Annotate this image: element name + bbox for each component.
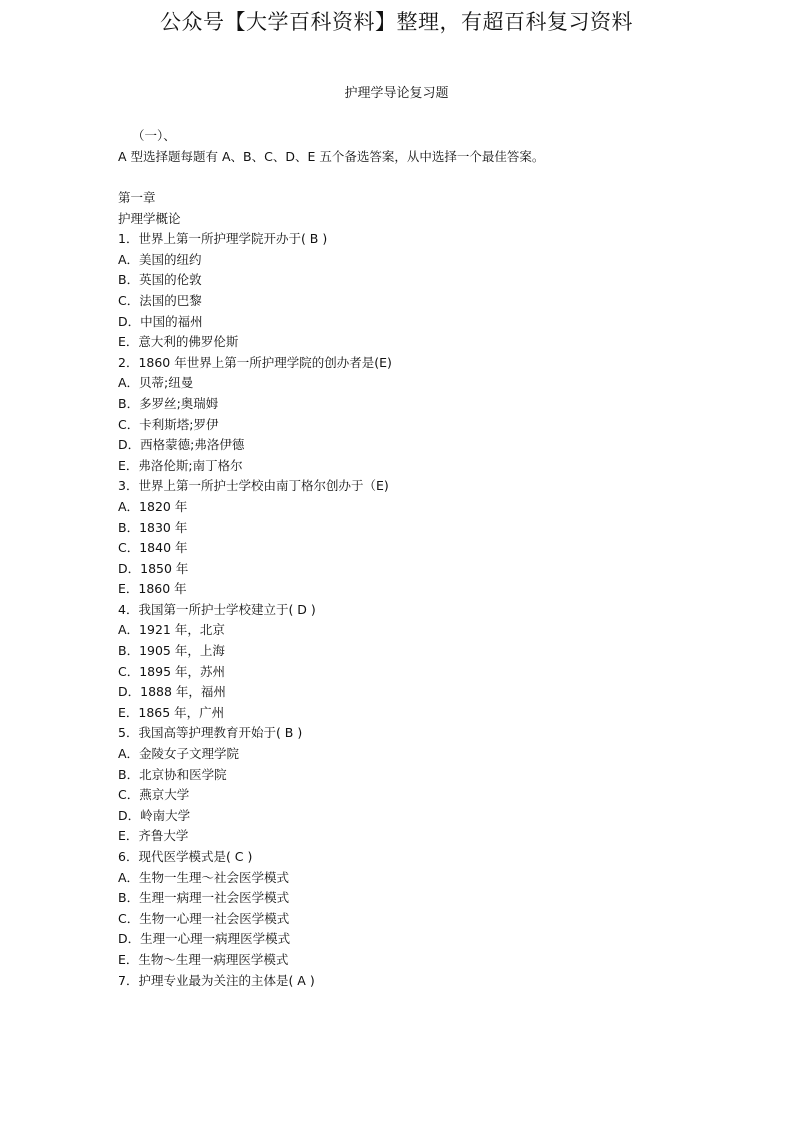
text-line: C．法国的巴黎 <box>118 292 202 308</box>
text-line: B．英国的伦敦 <box>118 272 202 288</box>
text-line: B．1905 年，上海 <box>118 643 225 659</box>
text-line: E．1865 年，广州 <box>118 704 225 720</box>
text-line: 护理学概论 <box>118 210 181 226</box>
text-line: A．1820 年 <box>118 498 188 514</box>
text-line: B．1830 年 <box>118 519 188 535</box>
text-line: B．北京协和医学院 <box>118 766 227 782</box>
text-line: C．1895 年，苏州 <box>118 663 226 679</box>
text-line: A．金陵女子文理学院 <box>118 746 240 762</box>
text-line: E．齐鲁大学 <box>118 828 189 844</box>
text-line: B．生理一病理一社会医学模式 <box>118 890 290 906</box>
text-line: A．贝蒂;纽曼 <box>118 375 194 391</box>
text-line: E．弗洛伦斯;南丁格尔 <box>118 457 243 473</box>
document-title: 护理学导论复习题 <box>344 86 449 101</box>
header-watermark: 公众号【大学百科资料】整理，有超百科复习资料 <box>160 10 633 34</box>
instruction-text: A 型选择题每题有 A、B、C、D、E 五个备选答案，从中选择一个最佳答案。 <box>118 148 545 164</box>
text-line: 3．世界上第一所护士学校由南丁格尔创办于（E) <box>118 478 389 494</box>
text-line: D．岭南大学 <box>118 807 191 823</box>
text-line: 2．1860 年世界上第一所护理学院的创办者是(E) <box>118 354 392 370</box>
text-line: A．生物一生理～社会医学模式 <box>118 869 290 885</box>
text-line: A．美国的纽约 <box>118 251 202 267</box>
text-line: 5．我国高等护理教育开始于( B ) <box>118 725 303 741</box>
intro-block <box>118 126 758 167</box>
text-line: D．1850 年 <box>118 560 189 576</box>
text-line: 4．我国第一所护士学校建立于( D ) <box>118 601 316 617</box>
section-label: （一）、 <box>132 128 176 143</box>
text-line: 1．世界上第一所护理学院开办于( B ) <box>118 231 328 247</box>
text-line: E．生物～生理一病理医学模式 <box>118 951 289 967</box>
text-line: E．1860 年 <box>118 581 187 597</box>
text-line: D．中国的福州 <box>118 313 203 329</box>
text-line: D．西格蒙德;弗洛伊德 <box>118 437 245 453</box>
text-line: C．1840 年 <box>118 540 188 556</box>
text-line: D．生理一心理一病理医学模式 <box>118 931 291 947</box>
text-line: 第一章 <box>118 190 156 205</box>
text-line: C．卡利斯塔;罗伊 <box>118 416 219 432</box>
text-line: 7．护理专业最为关注的主体是( A ) <box>118 972 315 988</box>
text-line: 6．现代医学模式是( C ) <box>118 849 253 864</box>
text-line: E．意大利的佛罗伦斯 <box>118 334 239 350</box>
question-list <box>118 188 758 991</box>
text-line: A．1921 年，北京 <box>118 622 225 638</box>
text-line: B．多罗丝;奥瑞姆 <box>118 395 219 411</box>
text-line: D．1888 年，福州 <box>118 684 226 700</box>
text-line: C．生物一心理一社会医学模式 <box>118 910 290 926</box>
text-line: C．燕京大学 <box>118 787 190 803</box>
